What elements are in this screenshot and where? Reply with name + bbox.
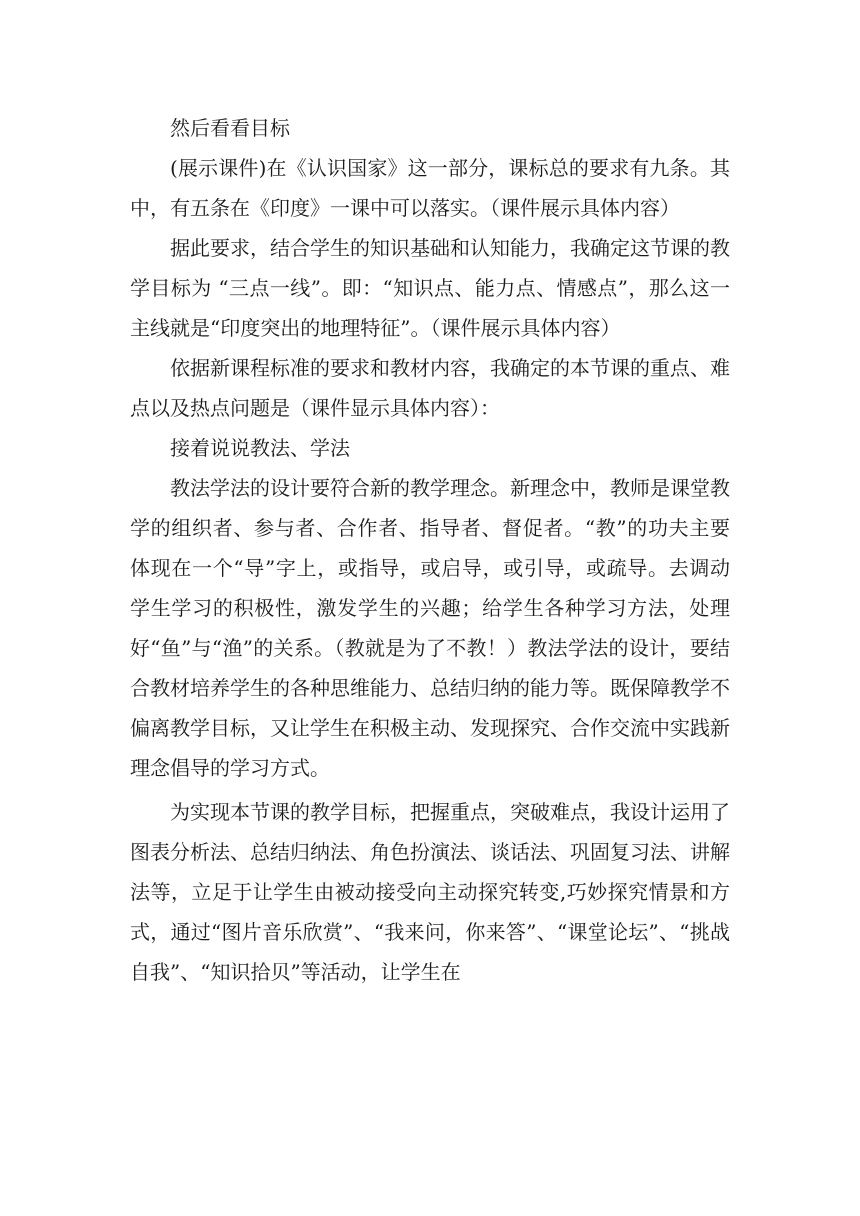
paragraph-teaching-methods-design: 教法学法的设计要符合新的教学理念。新理念中，教师是课堂教学的组织者、参与者、合作者、指导者、督促者。“教”的功夫主要体现在一个“导”字上，或指导，或启导，或引导，或疏导。去调动学生学习的积极性，激发学生的兴趣；给学生各种学习方法，处理好“鱼”与“渔”的关系。（教就是为了不教！）教法学法的设计，要结合教材培养学生的各种思维能力、总结归纳的能力等。既保障教学不偏离教学目标，又让学生在积极主动、发现探究、合作交流中实践新理念倡导的学习方式。 — [130, 476, 730, 780]
paragraph-methods-applied: 为实现本节课的教学目标，把握重点，突破难点，我设计运用了图表分析法、总结归纳法、角色扮演法、谈话法、巩固复习法、讲解法等，立足于让学生由被动接受向主动探究转变,巧妙探究情景和方式，通过“图片音乐欣赏”、“我来问，你来答”、“课堂论坛”、“挑战自我”、“知识拾贝”等活动，让学生在 — [130, 800, 730, 984]
document-body — [130, 108, 730, 992]
paragraph-key-difficult-points: 依据新课程标准的要求和教材内容，我确定的本节课的重点、难点以及热点问题是（课件显示具体内容）： — [130, 356, 730, 420]
paragraph-teaching-methods-heading: 接着说说教法、学法 — [170, 436, 350, 460]
paragraph-look-at-goals: 然后看看目标 — [170, 116, 290, 140]
paragraph-curriculum-requirements: (展示课件)在《认识国家》这一部分，课标总的要求有九条。其中，有五条在《印度》一课中可以落实。（课件展示具体内容） — [130, 156, 730, 220]
paragraph-teaching-objectives: 据此要求，结合学生的知识基础和认知能力，我确定这节课的教学目标为 “三点一线”。即：“知识点、能力点、情感点”，那么这一主线就是“印度突出的地理特征”。（课件展示具体内容） — [130, 236, 730, 340]
